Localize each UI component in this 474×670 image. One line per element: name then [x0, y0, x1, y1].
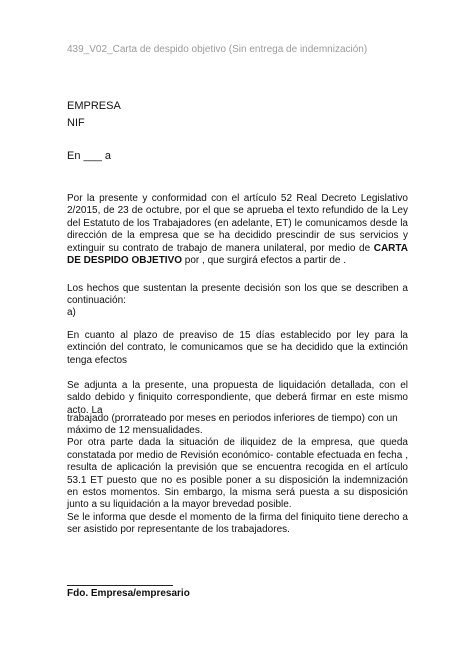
closing-line-3: Se le informa que desde el momento de la firma del finiquito tiene derecho a ser asistido por representante de los trabajadores. — [67, 511, 408, 536]
closing-line-1: máximo de 12 mensualidades. — [67, 425, 203, 436]
fragment-list-item — [67, 307, 408, 318]
date-line: En ___ a — [67, 150, 112, 162]
document-header: 439_V02_Carta de despido objetivo (Sin entrega de indemnización) — [67, 44, 368, 55]
signature-label: Fdo. Empresa/empresario — [67, 588, 190, 599]
fragment-prorated-text: trabajado (prorrateado por meses en periodos inferiores de tiempo) con un — [67, 413, 398, 424]
paragraph-facts: Los hechos que sustentan la presente decisión son los que se describen a continuación: — [67, 283, 408, 307]
fragment-notice-period-text: En cuanto al plazo de preaviso de 15 días establecido por ley para la extinción del contrato, le comunicamos que se ha decidido que la extinción tenga efectos — [67, 330, 408, 366]
fragment-list-item-text: a) — [67, 307, 76, 318]
dismissal-type-bold: CARTA DE DESPIDO OBJETIVO — [67, 242, 408, 267]
paragraph-closing — [67, 425, 408, 537]
company-label: EMPRESA — [67, 100, 121, 112]
fragment-liquidation-text: Se adjunta a la presente, una propuesta de liquidación detallada, con el saldo debido y finiquito correspondiente, que deberá firmar en este mismo acto. La — [67, 380, 408, 416]
fragment-notice-period — [67, 330, 408, 366]
paragraph-intro — [67, 193, 408, 267]
paragraph-intro-text-a: Por la presente y conformidad con el artículo 52 Real Decreto Legislativo 2/2015, de 23 de octubre, por el que se aprueba el texto refundido de la Ley del Estatuto de los Trabajadores (en adelante, ET) le comunicamos desde la dirección de la empresa que se ha decidido prescindir de sus servicios y extinguir su contrato de trabajo de manera unilateral, por medio de — [67, 193, 408, 254]
fragment-liquidation — [67, 380, 408, 416]
paragraph-intro-text-b: por , que surgirá efectos a partir de . — [182, 255, 347, 267]
closing-line-2: Por otra parte dada la situación de iliquidez de la empresa, que queda constatada por medio de Revisión económico- contable efectuada en fecha , resulta de aplicación la previsión que se encuentra recogida en el artículo 53.1 ET puesto que no es posible poner a su disposición la indemnización en estos momentos. Sin embargo, la misma será puesta a su disposición junto a su liquidación a la mayor brevedad posible. — [67, 437, 408, 511]
signature-line — [67, 585, 173, 586]
nif-label: NIF — [67, 117, 85, 129]
